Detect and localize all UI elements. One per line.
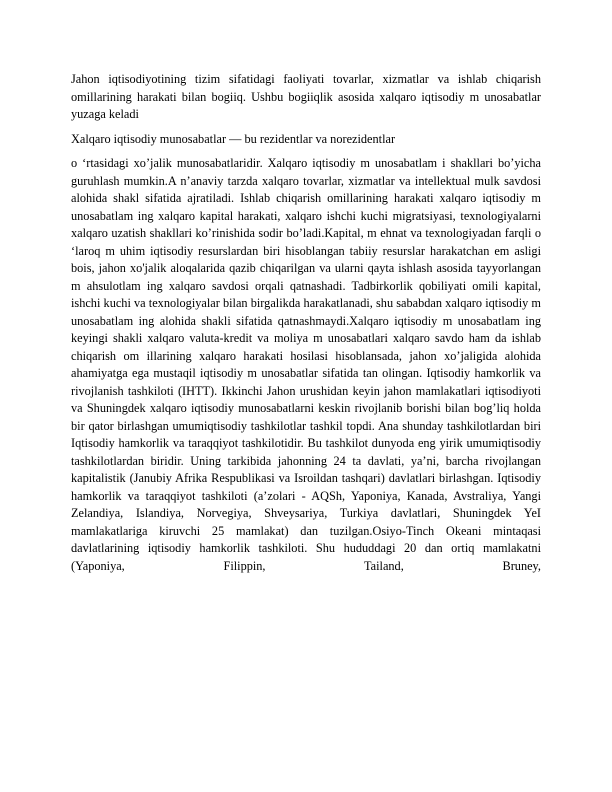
document-page <box>71 71 541 575</box>
paragraph-body: o ‘rtasidagi xo’jalik munosabatlaridir. Xalqaro iqtisodiy m unosabatlam i shakllari bo’yicha guruhlash mumkin.A n’anaviy tarzda xalqaro tovarlar, xizmatlar va intellektual mulk savdosi alohida shakl sifatida ajratiladi. Ishlab chiqarish omillarining harakati xalqaro iqtisodiy m unosabatlam ing xalqaro kapital harakati, xalqaro ishchi kuchi migratsiyasi, texnologiyalarni xalqaro uzatish shakllari ko’rinishida sodir bo’ladi.Kapital, m ehnat va texnologiyadan farqli o ‘laroq m uhim iqtisodiy resurslardan biri hisoblangan tabiiy resurslar harakatchan em asligi bois, jahon xo'jalik aloqalarida qazib chiqarilgan va ularni qayta ishlash asosida tayyorlangan m ahsulotlam ing xalqaro savdosi orqali qatnashadi. Tadbirkorlik qobiliyati omili kapital, ishchi kuchi va texnologiyalar bilan birgalikda harakatlanadi, shu sababdan xalqaro iqtisodiy m unosabatlam ing alohida shakli sifatida qatnashmaydi.Xalqaro iqtisodiy m unosabatlam ing keyingi shakli xalqaro valuta-kredit va moliya m unosabatlari xalqaro savdo ham da ishlab chiqarish om illarining xalqaro harakati hosilasi hisoblansada, jahon xo’jaligida alohida ahamiyatga ega mustaqil iqtisodiy m unosabatlar sifatida tan olingan. Iqtisodiy hamkorlik va rivojlanish tashkiloti (IHTT). Ikkinchi Jahon urushidan keyin jahon mamlakatlari iqtisodiyoti va Shuningdek xalqaro iqtisodiy munosabatlarni keskin rivojlanib borishi bilan bog’liq holda bir qator birlashgan umumiqtisodiy tashkilotlar tashkil topdi. Ana shunday tashkilotlardan biri Iqtisodiy hamkorlik va taraqqiyot tashkilotidir. Bu tashkilot dunyoda eng yirik umumiqtisodiy tashkilotlardan biridir. Uning tarkibida jahonning 24 ta davlati, ya’ni, barcha rivojlangan kapitalistik (Janubiy Afrika Respublikasi va Isroildan tashqari) davlatlari birlashgan. Iqtisodiy hamkorlik va taraqqiyot tashkiloti (a’zolari - AQSh, Yaponiya, Kanada, Avstraliya, Yangi Zelandiya, Islandiya, Norvegiya, Shveysariya, Turkiya davlatlari, Shuningdek YeI mamlakatlariga kiruvchi 25 mamlakat) dan tuzilgan.Osiyo-Tinch Okeani mintaqasi davlatlarining iqtisodiy hamkorlik tashkiloti. Shu hududdagi 20 dan ortiq mamlakatni (Yaponiya, Filippin, Tailand, Bruney, <box>71 156 541 573</box>
paragraph-intro: Jahon iqtisodiyotining tizim sifatidagi faoliyati tovarlar, xizmatlar va ishlab chiqarish omillarining harakati bilan bogiiq. Ushbu bogiiqlik asosida xalqaro iqtisodiy m unosabatlar yuzaga keladi <box>71 72 541 121</box>
paragraph-definition: Xalqaro iqtisodiy munosabatlar — bu rezidentlar va norezidentlar <box>71 131 396 146</box>
